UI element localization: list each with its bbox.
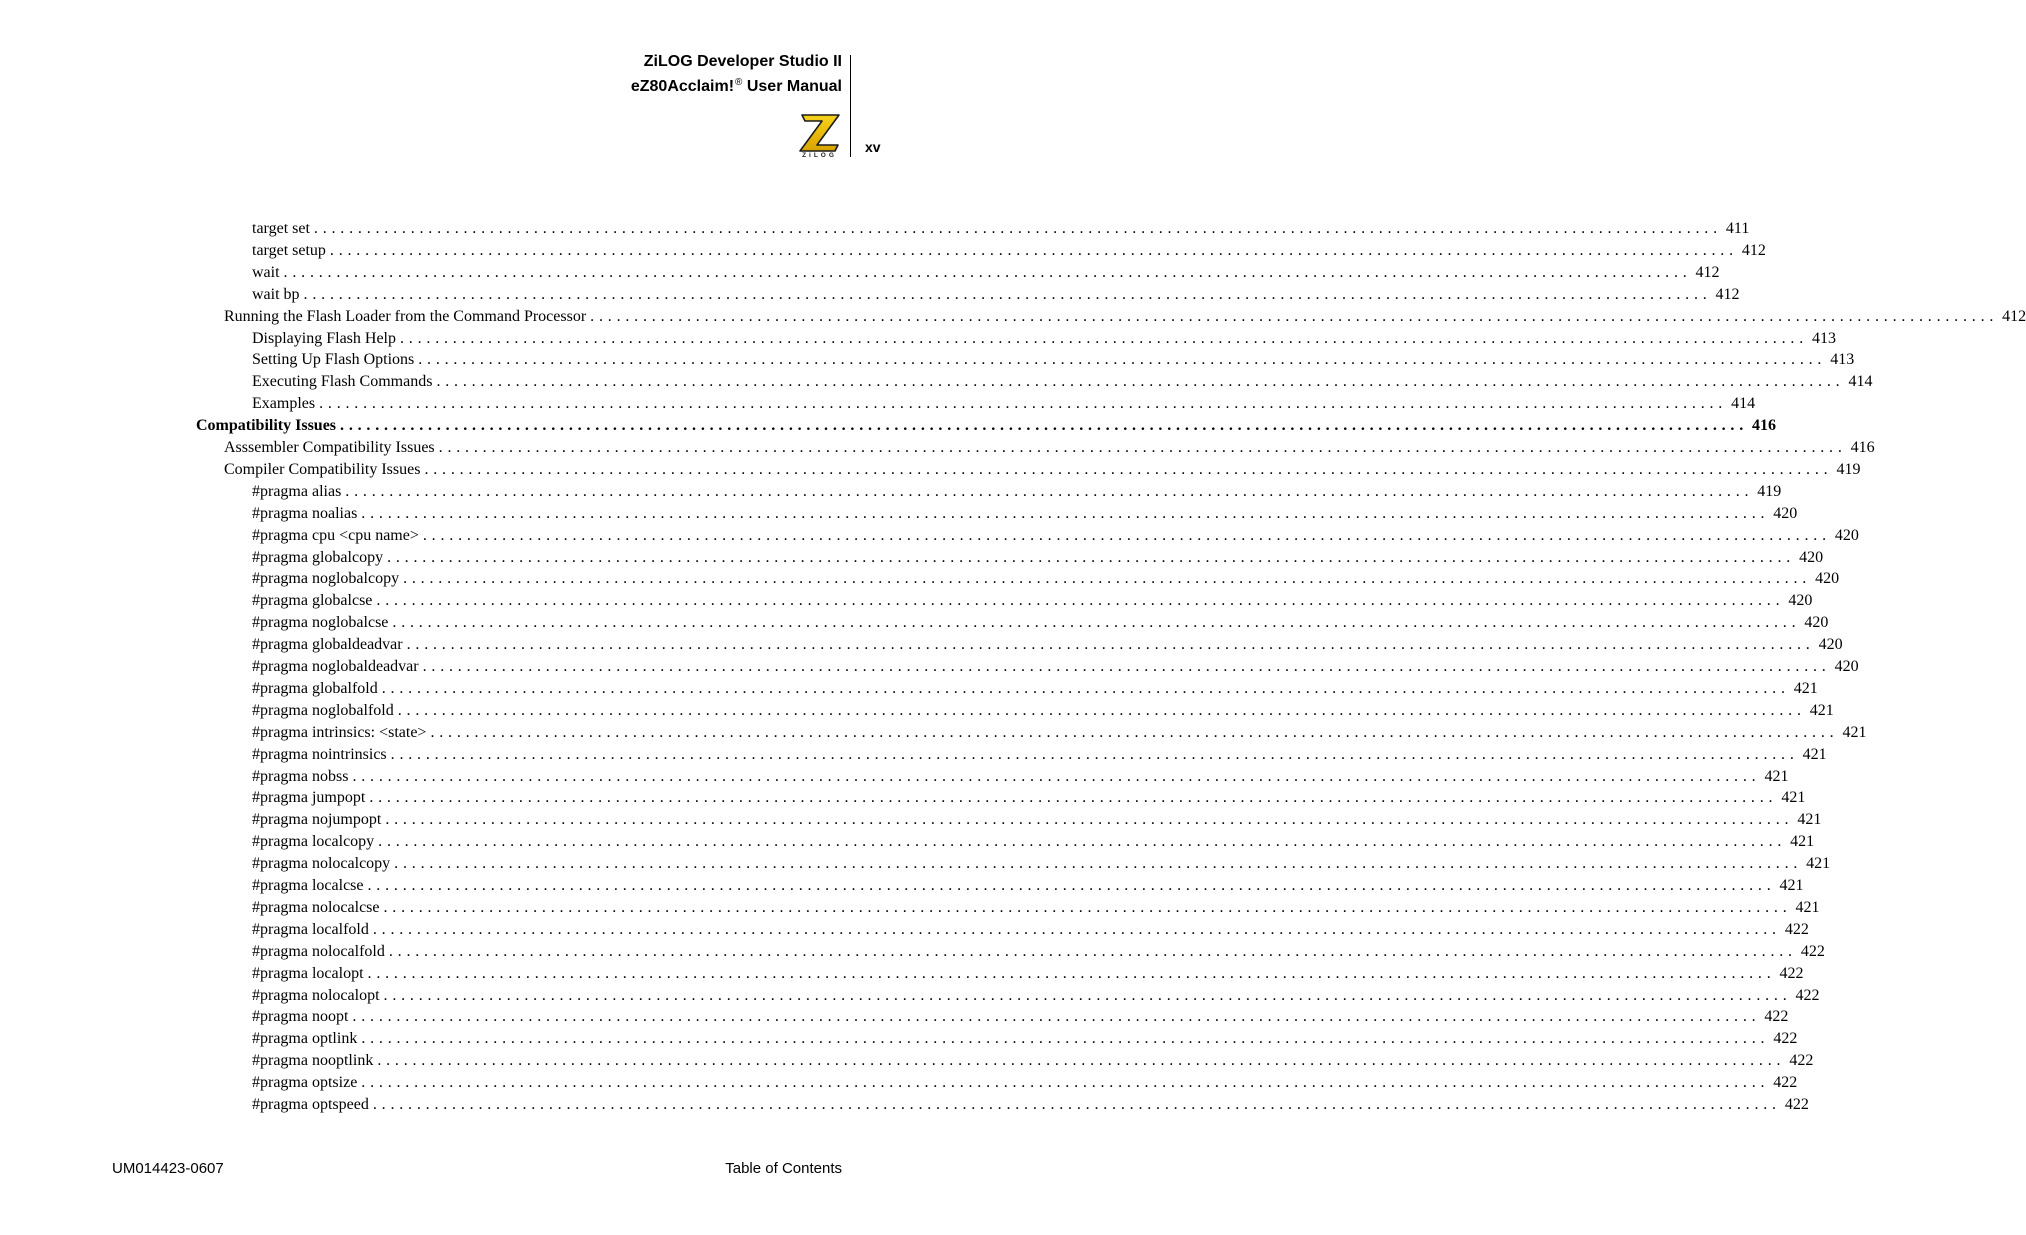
toc-entry[interactable] [252, 284, 1740, 306]
toc-entry-page: 421 [1809, 701, 1834, 719]
toc-entry-page: 420 [1815, 570, 1840, 588]
toc-entry[interactable] [252, 722, 1867, 744]
toc-leader-dots: ................................................................................................................................................................ [403, 570, 1812, 588]
toc-entry-page: 420 [1773, 504, 1798, 522]
toc-leader-dots: ................................................................................................................................................................ [361, 1030, 1770, 1048]
toc-entry[interactable] [252, 700, 1834, 722]
toc-leader-dots: ................................................................................................................................................................ [283, 263, 1692, 281]
toc-entry-page: 419 [1836, 460, 1861, 478]
toc-entry-page: 421 [1764, 767, 1789, 785]
toc-leader-dots: ................................................................................................................................................................ [329, 241, 1738, 259]
toc-leader-dots: ................................................................................................................................................................ [590, 307, 1999, 325]
toc-entry-title: #pragma globalcse [252, 592, 373, 610]
toc-leader-dots: ................................................................................................................................................................ [436, 373, 1845, 391]
toc-entry-page: 422 [1800, 942, 1825, 960]
toc-leader-dots: ................................................................................................................................................................ [392, 614, 1801, 632]
toc-entry-title: Displaying Flash Help [252, 329, 396, 347]
toc-entry-page: 422 [1795, 986, 1820, 1004]
toc-entry-title: wait [252, 263, 280, 281]
toc-entry[interactable] [224, 459, 1861, 481]
toc-entry-page: 421 [1795, 898, 1820, 916]
toc-entry[interactable] [252, 1028, 1798, 1050]
toc-entry-title: wait bp [252, 285, 300, 303]
toc-entry-page: 420 [1818, 636, 1843, 654]
registered-mark: ® [735, 77, 743, 88]
toc-entry-page: 419 [1757, 482, 1782, 500]
toc-leader-dots: ................................................................................................................................................................ [387, 548, 1796, 566]
toc-entry[interactable] [252, 809, 1822, 831]
toc-entry-title: #pragma nolocalcse [252, 898, 380, 916]
toc-entry-page: 412 [1741, 241, 1766, 259]
toc-entry[interactable] [252, 262, 1720, 284]
toc-entry[interactable] [252, 787, 1806, 809]
toc-leader-dots: ................................................................................................................................................................ [313, 220, 1722, 237]
toc-leader-dots: ................................................................................................................................................................ [367, 877, 1776, 894]
toc-entry[interactable] [252, 744, 1827, 766]
toc-entry[interactable] [252, 590, 1813, 612]
toc-leader-dots: ................................................................................................................................................................ [369, 789, 1778, 807]
toc-entry[interactable] [252, 963, 1804, 985]
toc-leader-dots: ................................................................................................................................................................ [377, 1052, 1786, 1070]
toc-entry-page: 421 [1781, 789, 1806, 807]
toc-entry[interactable] [252, 503, 1798, 525]
toc-entry-page: 412 [1695, 263, 1720, 281]
toc-leader-dots: ................................................................................................................................................................ [376, 592, 1785, 610]
toc-entry[interactable] [252, 1006, 1789, 1028]
toc-entry-page: 420 [1834, 658, 1859, 675]
toc-entry[interactable] [252, 525, 1859, 547]
toc-entry-title: #pragma globaldeadvar [252, 636, 403, 654]
page-number: xv [865, 139, 881, 155]
toc-entry-title: #pragma alias [252, 482, 342, 500]
toc-entry[interactable] [224, 437, 1875, 459]
toc-entry-title: #pragma cpu <cpu name> [252, 526, 419, 544]
toc-leader-dots: ................................................................................................................................................................ [397, 701, 1806, 719]
toc-entry[interactable] [196, 415, 1777, 437]
toc-entry[interactable] [252, 766, 1789, 788]
toc-entry[interactable] [252, 831, 1815, 853]
toc-entry[interactable] [252, 371, 1873, 393]
toc-entry[interactable] [252, 634, 1843, 656]
toc-entry-page: 420 [1799, 548, 1824, 566]
toc-entry-title: #pragma localcopy [252, 833, 375, 851]
toc-leader-dots: ................................................................................................................................................................ [424, 460, 1833, 478]
toc-entry-title: Compiler Compatibility Issues [224, 460, 421, 478]
toc-leader-dots: ................................................................................................................................................................ [303, 285, 1712, 303]
toc-leader-dots: ................................................................................................................................................................ [400, 329, 1808, 347]
toc-entry-title: #pragma noopt [252, 1008, 349, 1026]
toc-entry-page: 421 [1802, 745, 1827, 763]
toc-entry-page: 416 [1752, 417, 1777, 435]
toc-leader-dots: ................................................................................................................................................................ [385, 811, 1794, 829]
toc-entry-title: Setting Up Flash Options [252, 351, 415, 369]
toc-leader-dots: ................................................................................................................................................................ [406, 636, 1815, 654]
toc-leader-dots: ................................................................................................................................................................ [422, 526, 1831, 544]
toc-leader-dots: ................................................................................................................................................................ [352, 1008, 1761, 1026]
toc-entry[interactable] [252, 612, 1829, 634]
toc-entry[interactable] [252, 875, 1804, 897]
toc-entry[interactable] [252, 1094, 1809, 1116]
toc-entry-title: #pragma noglobaldeadvar [252, 658, 419, 675]
toc-entry[interactable] [252, 1072, 1798, 1094]
toc-entry-title: #pragma nolocalopt [252, 986, 380, 1004]
toc-leader-dots: ................................................................................................................................................................ [378, 833, 1787, 851]
toc-entry-title: #pragma noalias [252, 504, 358, 522]
toc-entry-page: 422 [1779, 964, 1804, 982]
toc-entry-title: #pragma jumpopt [252, 789, 366, 807]
toc-entry-page: 422 [1773, 1030, 1798, 1048]
toc-leader-dots: ................................................................................................................................................................ [438, 439, 1847, 456]
toc-entry-title: #pragma intrinsics: <state> [252, 723, 427, 741]
toc-entry-page: 420 [1834, 526, 1859, 544]
toc-entry-title: #pragma globalcopy [252, 548, 384, 566]
toc-entry-page: 421 [1797, 811, 1822, 829]
toc-leader-dots: ................................................................................................................................................................ [372, 920, 1781, 938]
toc-entry-title: Executing Flash Commands [252, 373, 433, 391]
toc-leader-dots: ................................................................................................................................................................ [367, 964, 1776, 982]
toc-entry-title: #pragma nooptlink [252, 1052, 374, 1070]
toc-leader-dots: ................................................................................................................................................................ [345, 482, 1754, 500]
toc-leader-dots: ................................................................................................................................................................ [340, 417, 1749, 435]
toc-leader-dots: ................................................................................................................................................................ [422, 658, 1831, 675]
document-title-line1: ZiLOG Developer Studio II [643, 53, 842, 70]
toc-entry-title: #pragma optsize [252, 1074, 358, 1092]
toc-entry-title: Running the Flash Loader from the Command Processor [224, 307, 587, 325]
toc-entry-title: #pragma nointrinsics [252, 745, 387, 763]
toc-entry[interactable] [252, 853, 1831, 875]
toc-entry[interactable] [252, 393, 1756, 415]
toc-entry[interactable] [252, 919, 1809, 941]
toc-entry-title: #pragma noglobalcopy [252, 570, 400, 588]
toc-entry-title: #pragma optlink [252, 1030, 358, 1048]
toc-entry-page: 413 [1830, 351, 1855, 369]
toc-entry[interactable] [252, 941, 1825, 963]
document-id: UM014423-0607 [112, 1160, 224, 1177]
toc-leader-dots: ................................................................................................................................................................ [361, 1074, 1770, 1092]
toc-entry-title: Examples [252, 395, 316, 413]
toc-entry-title: #pragma localopt [252, 964, 364, 982]
toc-entry-page: 414 [1848, 373, 1873, 391]
toc-entry-page: 422 [1764, 1008, 1789, 1026]
toc-entry-page: 416 [1850, 439, 1875, 456]
manual-name: User Manual [742, 78, 842, 95]
toc-entry-page: 421 [1842, 723, 1867, 741]
toc-entry-title: target set [252, 220, 310, 237]
toc-leader-dots: ................................................................................................................................................................ [383, 986, 1792, 1004]
toc-entry-title: #pragma globalfold [252, 679, 378, 697]
toc-leader-dots: ................................................................................................................................................................ [383, 898, 1792, 916]
zilog-z-icon [797, 112, 842, 152]
toc-entry-page: 420 [1788, 592, 1813, 610]
logo-wordmark: ZiLOG [802, 152, 837, 159]
toc-entry-title: #pragma nolocalcopy [252, 855, 391, 873]
toc-entry-title: #pragma localcse [252, 877, 364, 894]
toc-entry-page: 411 [1725, 220, 1750, 237]
section-name: Table of Contents [725, 1160, 842, 1177]
document-title [631, 51, 842, 97]
toc-leader-dots: ................................................................................................................................................................ [430, 723, 1839, 741]
product-name: eZ80Acclaim! [630, 78, 735, 95]
toc-entry[interactable] [252, 656, 1859, 678]
document-title-line2 [631, 72, 842, 97]
toc-entry-title: #pragma nojumpopt [252, 811, 382, 829]
toc-entry[interactable] [252, 1050, 1814, 1072]
toc-entry-page: 421 [1806, 855, 1831, 873]
toc-leader-dots: ................................................................................................................................................................ [388, 942, 1797, 960]
toc-entry-page: 412 [2002, 307, 2026, 325]
toc-leader-dots: ................................................................................................................................................................ [361, 504, 1770, 522]
toc-entry-page: 413 [1812, 329, 1836, 347]
toc-entry-page: 422 [1773, 1074, 1798, 1092]
toc-entry[interactable] [252, 547, 1824, 569]
toc-leader-dots: ................................................................................................................................................................ [352, 767, 1761, 785]
toc-entry-title: target setup [252, 241, 326, 259]
toc-leader-dots: ................................................................................................................................................................ [390, 745, 1799, 763]
toc-entry-page: 420 [1804, 614, 1829, 632]
zilog-logo [797, 112, 842, 162]
toc-leader-dots: ................................................................................................................................................................ [418, 351, 1827, 369]
toc-entry-title: #pragma localfold [252, 920, 369, 938]
toc-entry-page: 422 [1784, 1096, 1809, 1113]
toc-entry-page: 422 [1784, 920, 1809, 938]
toc-entry[interactable] [252, 985, 1820, 1007]
toc-entry-title: #pragma nolocalfold [252, 942, 385, 960]
toc-entry-page: 414 [1731, 395, 1756, 413]
toc-entry[interactable] [252, 678, 1818, 700]
toc-entry-title: Asssembler Compatibility Issues [224, 439, 435, 456]
toc-leader-dots: ................................................................................................................................................................ [394, 855, 1803, 873]
toc-entry-page: 421 [1779, 877, 1804, 894]
toc-leader-dots: ................................................................................................................................................................ [381, 679, 1790, 697]
toc-entry[interactable] [252, 328, 1836, 350]
toc-entry[interactable] [252, 218, 1750, 240]
toc-entry-title: #pragma noglobalcse [252, 614, 389, 632]
toc-entry[interactable] [252, 349, 1855, 371]
toc-entry-title: #pragma noglobalfold [252, 701, 394, 719]
toc-entry-page: 421 [1790, 833, 1815, 851]
toc-entry-page: 421 [1793, 679, 1818, 697]
toc-entry-title: #pragma nobss [252, 767, 349, 785]
toc-entry[interactable] [252, 897, 1820, 919]
toc-entry[interactable] [224, 306, 2026, 328]
toc-leader-dots: ................................................................................................................................................................ [319, 395, 1728, 413]
toc-leader-dots: ................................................................................................................................................................ [372, 1096, 1781, 1113]
toc-entry-page: 412 [1715, 285, 1740, 303]
toc-entry[interactable] [252, 568, 1840, 590]
header-vertical-rule [850, 55, 851, 157]
toc-entry[interactable] [252, 240, 1766, 262]
toc-entry-title: Compatibility Issues [196, 417, 337, 435]
toc-entry-page: 422 [1789, 1052, 1814, 1070]
toc-entry-title: #pragma optspeed [252, 1096, 369, 1113]
toc-entry[interactable] [252, 481, 1782, 503]
